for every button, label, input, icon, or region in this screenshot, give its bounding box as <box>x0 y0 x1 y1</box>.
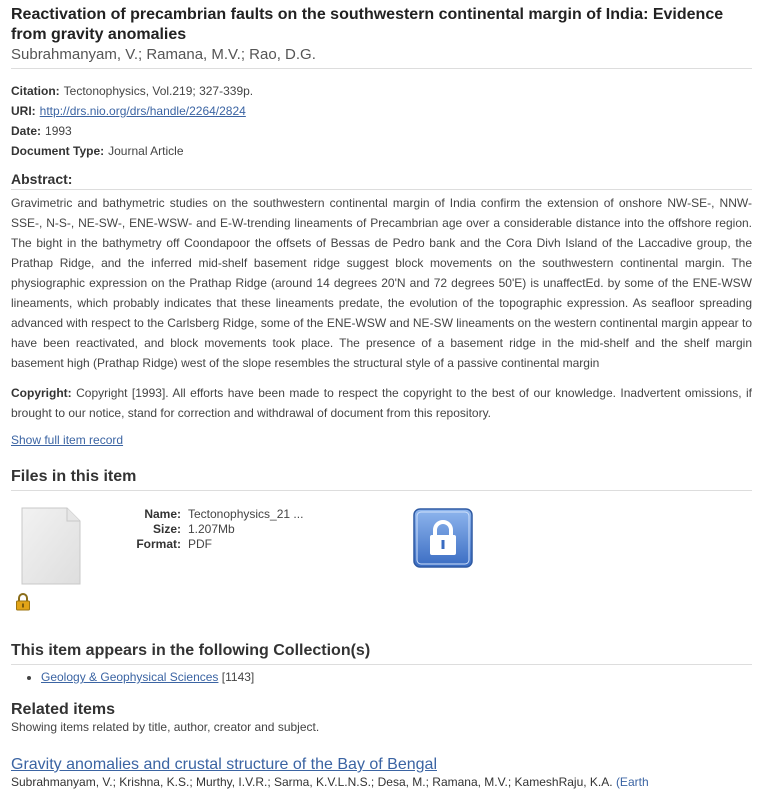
date-row <box>11 121 752 141</box>
copyright-label: Copyright: <box>11 386 72 400</box>
date-value: 1993 <box>45 124 72 138</box>
abstract-heading: Abstract: <box>11 170 752 190</box>
doctype-label: Document Type: <box>11 144 105 158</box>
uri-row <box>11 101 752 121</box>
file-info <box>111 507 303 552</box>
file-name-label: Name: <box>144 507 181 521</box>
file-format-value: PDF <box>188 537 212 551</box>
citation-row <box>11 81 752 101</box>
access-lock-icon <box>15 593 31 611</box>
uri-label: URI: <box>11 104 36 118</box>
collection-item <box>41 668 752 686</box>
file-size-value: 1.207Mb <box>188 522 235 536</box>
metadata-section <box>11 81 752 161</box>
show-full-record-link[interactable]: Show full item record <box>11 433 124 447</box>
item-authors: Subrahmanyam, V.; Ramana, M.V.; Rao, D.G. <box>11 46 752 69</box>
related-items-heading: Related items <box>11 701 116 718</box>
files-heading: Files in this item <box>11 467 752 491</box>
related-item-source[interactable]: (Earth <box>615 775 649 789</box>
related-item-author-list: Subrahmanyam, V.; Krishna, K.S.; Murthy, I.V.R.; Sarma, K.V.L.N.S.; Desa, M.; Ramana, M.V.; KameshRaju, K.A. <box>11 775 613 789</box>
file-size-row <box>111 522 303 537</box>
file-format-label: Format: <box>136 537 181 551</box>
date-label: Date: <box>11 124 42 138</box>
item-view <box>11 5 752 789</box>
collections-list <box>11 668 752 686</box>
related-items-subtitle: Showing items related by title, author, creator and subject. <box>11 720 320 734</box>
copyright-section <box>11 383 752 423</box>
file-item <box>11 491 752 631</box>
file-format-row <box>111 537 303 552</box>
collection-link[interactable]: Geology & Geophysical Sciences <box>41 670 219 684</box>
restricted-lock-icon[interactable] <box>413 508 473 568</box>
file-name-row <box>111 507 303 522</box>
collection-count: [1143] <box>221 670 255 684</box>
copyright-text: Copyright [1993]. All efforts have been made to respect the copyright to the best of our knowledge. Inadvertent omissions, if brought to our notice, stand for correction and withdrawal of document from this repository. <box>11 386 752 420</box>
related-item-title-link[interactable]: Gravity anomalies and crustal structure of the Bay of Bengal <box>11 756 437 773</box>
abstract-text: Gravimetric and bathymetric studies on the southwestern continental margin of India confirm the extension of onshore NW-SE-, NNW-SSE-, N-S-, NE-SW-, ENE-WSW- and E-W-trending lineaments of Precambrian age over a considerable distance into the offshore region. The bight in the bathymetry off Coondapoor the offsets of Bessas de Pedro bank and the Cora Divh Island of the Laccadive group, the Prathap Ridge, and the inferred mid-shelf basement ridge suggest block movements on the southwestern continental margin. The physiographic expression on the Prathap Ridge (around 14 degrees 20'N and 72 degrees 50'E) is unaffectEd. by some of the ENE-WSW lineaments, which probably indicates that these lineaments predate, the evolution of the topographic expression. As seafloor spreading advanced with respect to the Carlsberg Ridge, some of the ENE-WSW and NE-SW lineaments on the western continental margin appear to have been reactivated, and block movements took place. The presence of a basement ridge in the mid-shelf and the shelf margin basement high (Prathap Ridge) west of the slope resembles the structural style of a passive continental margin <box>11 196 752 370</box>
page-title: Reactivation of precambrian faults on the southwestern continental margin of India: Evidence from gravity anomalies <box>11 6 724 43</box>
file-size-label: Size: <box>152 522 181 536</box>
related-item-authors <box>11 775 752 789</box>
citation-value: Tectonophysics, Vol.219; 327-339p. <box>63 84 254 98</box>
doctype-value: Journal Article <box>108 144 184 158</box>
file-thumbnail-icon[interactable] <box>21 507 81 585</box>
uri-link[interactable]: http://drs.nio.org/drs/handle/2264/2824 <box>39 104 246 118</box>
citation-label: Citation: <box>11 84 60 98</box>
collections-heading: This item appears in the following Collection(s) <box>11 641 752 665</box>
file-name-value: Tectonophysics_21 ... <box>188 507 304 521</box>
doctype-row <box>11 141 752 161</box>
